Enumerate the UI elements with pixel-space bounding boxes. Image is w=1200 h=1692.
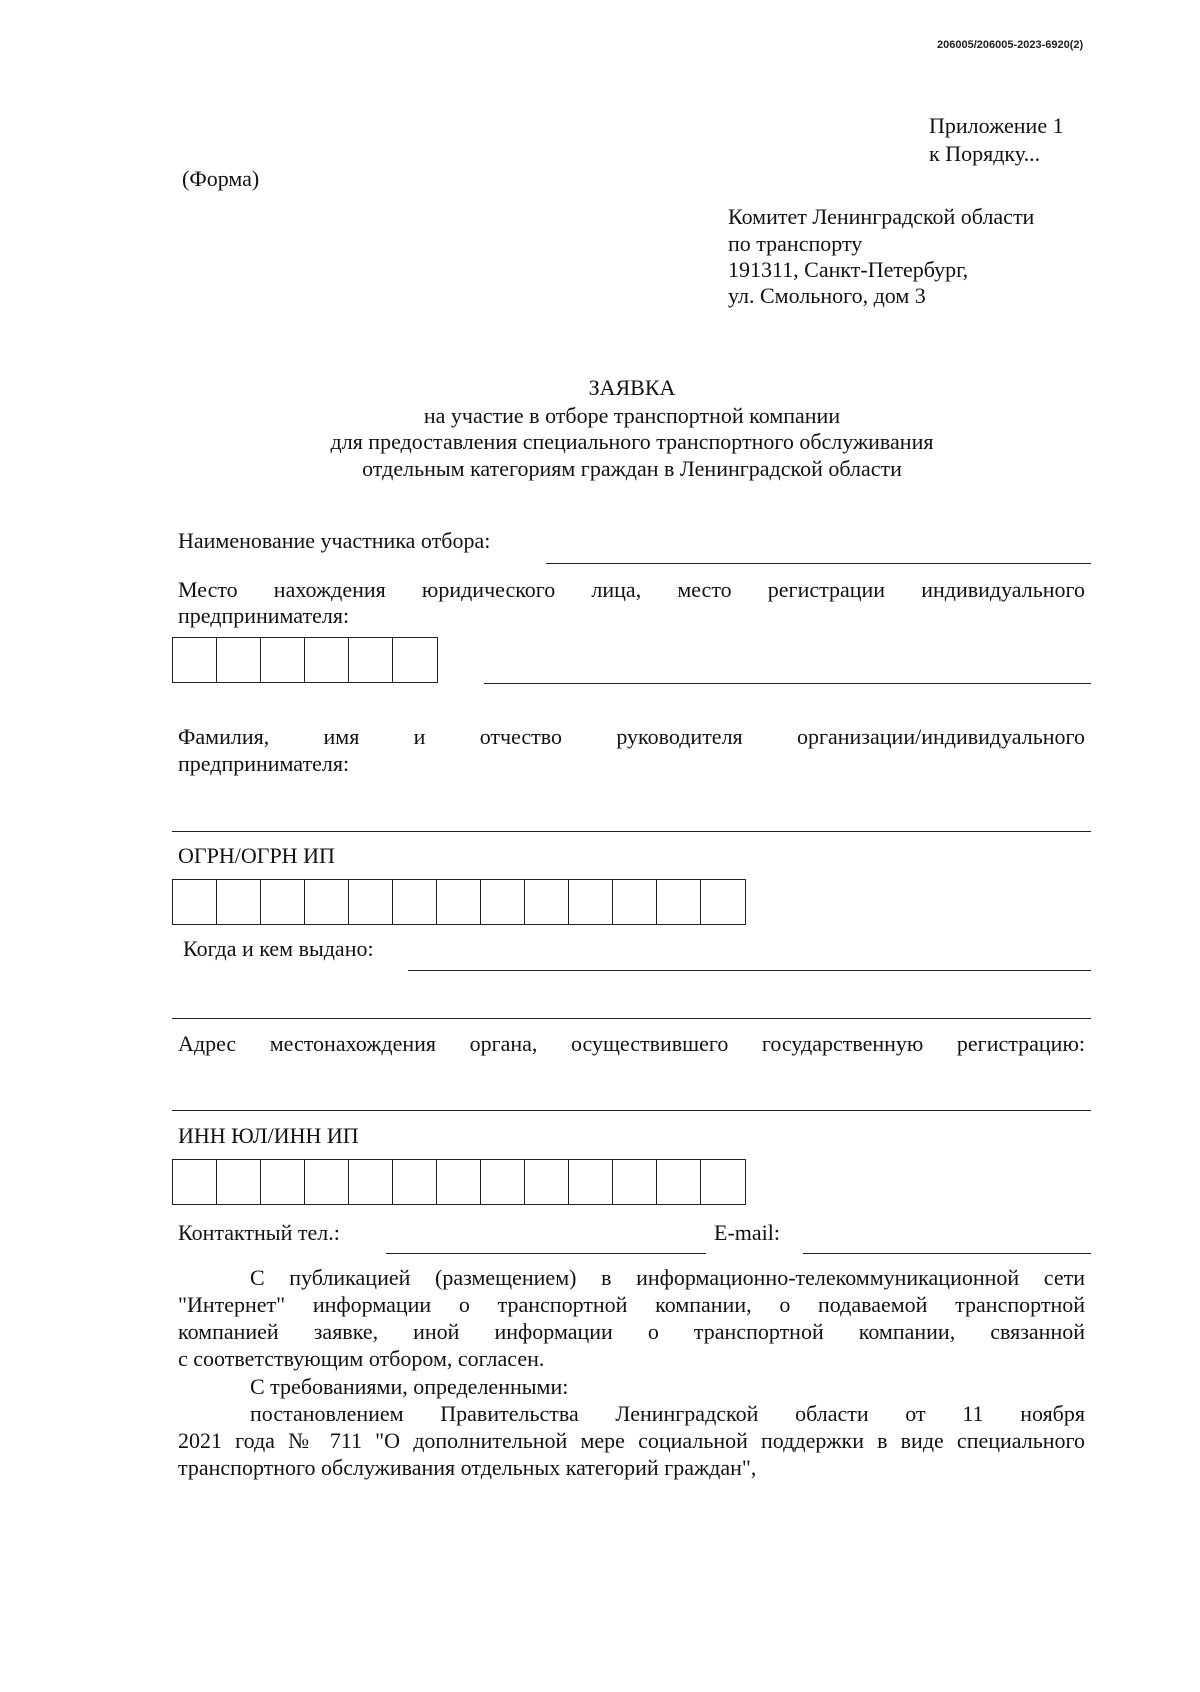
consent-line-4: с соответствующим отбором, согласен. [178,1346,545,1371]
ogrn-cell[interactable] [613,880,657,924]
ogrn-label: ОГРН/ОГРН ИП [178,843,335,868]
ogrn-cells[interactable] [172,879,746,925]
inn-cell[interactable] [437,1160,481,1204]
inn-cell[interactable] [305,1160,349,1204]
participant-name-label: Наименование участника отбора: [178,528,491,553]
ogrn-cell[interactable] [173,880,217,924]
consent-line-3: компанией заявке, иной информации о транспортной компании, связанной [178,1319,1085,1344]
ogrn-cell[interactable] [701,880,745,924]
postal-code-cell[interactable] [349,638,393,682]
consent-line-2: "Интернет" информации о транспортной компании, о подаваемой транспортной [178,1292,1085,1317]
postal-code-cell[interactable] [393,638,437,682]
inn-cell[interactable] [481,1160,525,1204]
requirements-line-3: 2021 года № 711 "О дополнительной мере социальной поддержки в виде специального [178,1428,1085,1453]
ogrn-cell[interactable] [525,880,569,924]
addressee-line-1: Комитет Ленинградской области [728,204,1035,229]
inn-cell[interactable] [701,1160,745,1204]
heading-line-2: для предоставления специального транспортного обслуживания [330,429,934,454]
inn-cells[interactable] [172,1159,746,1205]
issued-field-line-1[interactable] [408,970,1091,971]
reg-address-label: Адрес местонахождения органа, осуществившего государственную регистрацию: [178,1031,1085,1056]
addressee-line-3: 191311, Санкт-Петербург, [728,257,969,282]
inn-cell[interactable] [393,1160,437,1204]
inn-cell[interactable] [613,1160,657,1204]
inn-cell[interactable] [349,1160,393,1204]
ogrn-cell[interactable] [261,880,305,924]
inn-cell[interactable] [173,1160,217,1204]
consent-line-1: С публикацией (размещением) в информационно-телекоммуникационной сети [250,1265,1085,1290]
inn-cell[interactable] [657,1160,701,1204]
inn-cell[interactable] [569,1160,613,1204]
addressee-line-4: ул. Смольного, дом 3 [728,283,926,308]
location-label-line-2: предпринимателя: [178,603,350,628]
postal-code-cell[interactable] [305,638,349,682]
phone-field[interactable] [386,1253,706,1254]
requirements-line-4: транспортного обслуживания отдельных категорий граждан", [178,1455,757,1480]
heading-title: ЗАЯВКА [588,375,676,400]
ogrn-cell[interactable] [657,880,701,924]
form-label: (Форма) [182,166,260,191]
email-label: E-mail: [714,1220,780,1245]
issued-field-line-2[interactable] [172,1018,1091,1019]
phone-label: Контактный тел.: [178,1220,340,1245]
head-name-label-line-2: предпринимателя: [178,751,350,776]
requirements-line-1: С требованиями, определенными: [250,1374,569,1399]
appendix-line-1: Приложение 1 [929,113,1064,138]
issued-label: Когда и кем выдано: [183,936,374,961]
ogrn-cell[interactable] [437,880,481,924]
reg-address-field[interactable] [172,1110,1091,1111]
head-name-label-line-1: Фамилия, имя и отчество руководителя организации/индивидуального [178,724,1085,749]
appendix-line-2: к Порядку... [929,141,1041,166]
requirements-line-2: постановлением Правительства Ленинградской области от 11 ноября [250,1401,1085,1426]
ogrn-cell[interactable] [349,880,393,924]
postal-code-cell[interactable] [217,638,261,682]
inn-label: ИНН ЮЛ/ИНН ИП [178,1123,359,1148]
ogrn-cell[interactable] [569,880,613,924]
ogrn-cell[interactable] [393,880,437,924]
heading-line-3: отдельным категориям граждан в Ленинградской области [362,456,902,481]
inn-cell[interactable] [261,1160,305,1204]
inn-cell[interactable] [217,1160,261,1204]
postal-code-cells[interactable] [172,637,438,683]
postal-code-cell[interactable] [261,638,305,682]
location-address-field[interactable] [484,683,1091,684]
head-name-field[interactable] [172,831,1091,832]
postal-code-cell[interactable] [173,638,217,682]
ogrn-cell[interactable] [305,880,349,924]
addressee-line-2: по транспорту [728,231,863,256]
participant-name-field[interactable] [546,563,1091,564]
heading-line-1: на участие в отборе транспортной компании [423,403,841,428]
email-field[interactable] [803,1253,1091,1254]
ogrn-cell[interactable] [481,880,525,924]
location-label-line-1: Место нахождения юридического лица, место регистрации индивидуального [178,577,1085,602]
inn-cell[interactable] [525,1160,569,1204]
ogrn-cell[interactable] [217,880,261,924]
document-id: 206005/206005-2023-6920(2) [937,39,1084,51]
